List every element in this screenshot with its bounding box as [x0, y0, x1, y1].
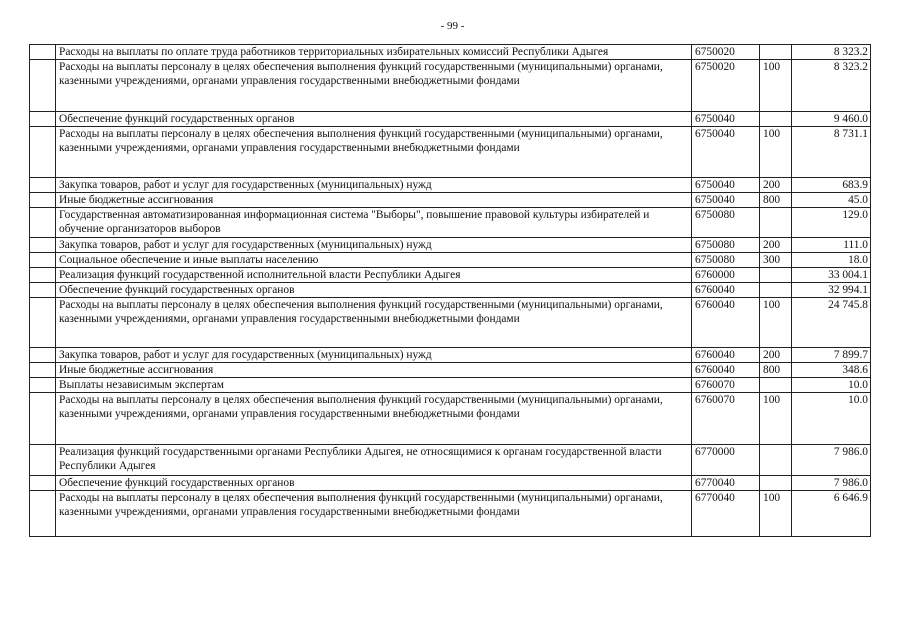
row-code: 6750040 [692, 178, 760, 193]
row-code: 6760040 [692, 348, 760, 363]
blank-cell [30, 112, 56, 127]
row-name: Обеспечение функций государственных органов [56, 476, 692, 491]
row-type [760, 445, 792, 476]
row-code: 6750080 [692, 253, 760, 268]
row-sum: 8 323.2 [792, 60, 871, 112]
row-type: 200 [760, 348, 792, 363]
row-name: Иные бюджетные ассигнования [56, 193, 692, 208]
row-name: Расходы на выплаты персоналу в целях обеспечения выполнения функций государственными (муниципальными) органами, казенными учреждениями, органами управления государственными внебюджетными фондами [56, 393, 692, 445]
row-sum: 24 745.8 [792, 298, 871, 348]
table-row [30, 476, 871, 491]
row-type [760, 112, 792, 127]
row-sum: 8 731.1 [792, 127, 871, 178]
row-sum: 33 004.1 [792, 268, 871, 283]
blank-cell [30, 283, 56, 298]
row-sum: 348.6 [792, 363, 871, 378]
row-name: Иные бюджетные ассигнования [56, 363, 692, 378]
table-row [30, 283, 871, 298]
row-code: 6750040 [692, 127, 760, 178]
row-type [760, 208, 792, 238]
blank-cell [30, 178, 56, 193]
blank-cell [30, 193, 56, 208]
row-type [760, 45, 792, 60]
budget-table [29, 44, 871, 537]
table-row [30, 238, 871, 253]
table-row [30, 208, 871, 238]
row-code: 6760040 [692, 298, 760, 348]
row-sum: 45.0 [792, 193, 871, 208]
table-row [30, 348, 871, 363]
blank-cell [30, 253, 56, 268]
table-row [30, 60, 871, 112]
row-name: Социальное обеспечение и иные выплаты населению [56, 253, 692, 268]
row-code: 6760000 [692, 268, 760, 283]
row-code: 6750080 [692, 208, 760, 238]
row-type: 800 [760, 193, 792, 208]
table-row [30, 491, 871, 537]
row-code: 6770040 [692, 491, 760, 537]
row-type [760, 268, 792, 283]
row-sum: 111.0 [792, 238, 871, 253]
blank-cell [30, 238, 56, 253]
row-sum: 18.0 [792, 253, 871, 268]
row-type: 100 [760, 491, 792, 537]
blank-cell [30, 476, 56, 491]
row-sum: 32 994.1 [792, 283, 871, 298]
row-code: 6760070 [692, 378, 760, 393]
row-name: Закупка товаров, работ и услуг для государственных (муниципальных) нужд [56, 348, 692, 363]
blank-cell [30, 378, 56, 393]
table-row [30, 268, 871, 283]
table-row [30, 178, 871, 193]
row-code: 6750040 [692, 193, 760, 208]
row-name: Закупка товаров, работ и услуг для государственных (муниципальных) нужд [56, 178, 692, 193]
table-row [30, 363, 871, 378]
row-name: Закупка товаров, работ и услуг для государственных (муниципальных) нужд [56, 238, 692, 253]
row-name: Расходы на выплаты по оплате труда работников территориальных избирательных комиссий Республики Адыгея [56, 45, 692, 60]
row-code: 6750020 [692, 45, 760, 60]
blank-cell [30, 45, 56, 60]
table-row [30, 393, 871, 445]
table-row [30, 112, 871, 127]
row-name: Обеспечение функций государственных органов [56, 283, 692, 298]
row-name: Расходы на выплаты персоналу в целях обеспечения выполнения функций государственными (муниципальными) органами, казенными учреждениями, органами управления государственными внебюджетными фондами [56, 298, 692, 348]
blank-cell [30, 268, 56, 283]
row-sum: 10.0 [792, 393, 871, 445]
row-sum: 129.0 [792, 208, 871, 238]
blank-cell [30, 348, 56, 363]
blank-cell [30, 127, 56, 178]
row-code: 6760070 [692, 393, 760, 445]
row-code: 6750020 [692, 60, 760, 112]
table-row [30, 127, 871, 178]
row-name: Расходы на выплаты персоналу в целях обеспечения выполнения функций государственными (муниципальными) органами, казенными учреждениями, органами управления государственными внебюджетными фондами [56, 491, 692, 537]
table-row [30, 445, 871, 476]
row-sum: 7 899.7 [792, 348, 871, 363]
blank-cell [30, 491, 56, 537]
row-name: Реализация функций государственными органами Республики Адыгея, не относящимися к органам государственной власти Республики Адыгея [56, 445, 692, 476]
blank-cell [30, 60, 56, 112]
row-name: Обеспечение функций государственных органов [56, 112, 692, 127]
table-row [30, 253, 871, 268]
row-code: 6750040 [692, 112, 760, 127]
row-name: Выплаты независимым экспертам [56, 378, 692, 393]
row-sum: 683.9 [792, 178, 871, 193]
row-type: 100 [760, 393, 792, 445]
blank-cell [30, 298, 56, 348]
row-sum: 10.0 [792, 378, 871, 393]
table-row [30, 378, 871, 393]
table-row [30, 298, 871, 348]
row-type: 300 [760, 253, 792, 268]
blank-cell [30, 363, 56, 378]
row-code: 6760040 [692, 363, 760, 378]
table-row [30, 45, 871, 60]
row-sum: 7 986.0 [792, 476, 871, 491]
row-type [760, 378, 792, 393]
row-type [760, 283, 792, 298]
row-sum: 7 986.0 [792, 445, 871, 476]
blank-cell [30, 445, 56, 476]
blank-cell [30, 393, 56, 445]
row-code: 6770000 [692, 445, 760, 476]
row-type: 800 [760, 363, 792, 378]
blank-cell [30, 208, 56, 238]
table-row [30, 193, 871, 208]
row-name: Государственная автоматизированная информационная система "Выборы", повышение правовой культуры избирателей и обучение организаторов выборов [56, 208, 692, 238]
row-name: Реализация функций государственной исполнительной власти Республики Адыгея [56, 268, 692, 283]
row-code: 6750080 [692, 238, 760, 253]
row-sum: 9 460.0 [792, 112, 871, 127]
row-code: 6760040 [692, 283, 760, 298]
row-sum: 6 646.9 [792, 491, 871, 537]
row-type: 200 [760, 238, 792, 253]
row-type [760, 476, 792, 491]
row-sum: 8 323.2 [792, 45, 871, 60]
row-name: Расходы на выплаты персоналу в целях обеспечения выполнения функций государственными (муниципальными) органами, казенными учреждениями, органами управления государственными внебюджетными фондами [56, 127, 692, 178]
row-type: 100 [760, 298, 792, 348]
row-type: 100 [760, 127, 792, 178]
row-type: 200 [760, 178, 792, 193]
page-number: - 99 - [440, 20, 465, 32]
row-name: Расходы на выплаты персоналу в целях обеспечения выполнения функций государственными (муниципальными) органами, казенными учреждениями, органами управления государственными внебюджетными фондами [56, 60, 692, 112]
row-code: 6770040 [692, 476, 760, 491]
row-type: 100 [760, 60, 792, 112]
